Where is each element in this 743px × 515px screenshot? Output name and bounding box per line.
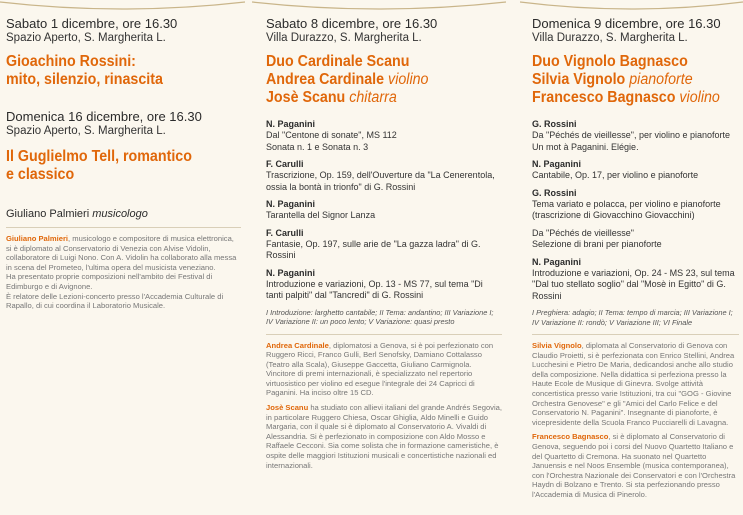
event-venue: Villa Durazzo, S. Margherita L. (532, 32, 688, 44)
program-item (532, 257, 739, 303)
ensemble-title: Duo Cardinale Scanu Andrea Cardinale violino Josè Scanu chitarra (266, 53, 429, 106)
composer-name: F. Carulli (266, 227, 304, 238)
program-item (532, 119, 739, 153)
event-title: Gioachino Rossini: mito, silenzio, rinascita (6, 53, 163, 88)
work-title: Tarantella del Signor Lanza (266, 210, 376, 220)
ensemble-title: Duo Vignolo Bagnasco Silvia Vignolo pianoforte Francesco Bagnasco violino (532, 53, 720, 106)
movements-list: I Introduzione: larghetto cantabile; II Tema: andantino; III Variazione I; IV Variazione II: un poco lento; V Variazione: quasi presto (266, 307, 494, 326)
program-item (532, 188, 739, 222)
speaker-line (6, 208, 241, 220)
speaker-name: Giuliano Palmieri (6, 208, 90, 220)
composer-name: G. Rossini (532, 187, 577, 198)
concert-program (532, 119, 739, 302)
composer-name: N. Paganini (266, 199, 316, 209)
program-item (532, 159, 739, 182)
program-item (266, 199, 502, 222)
work-title: Introduzione e variazioni, Op. 24 - MS 23, sul tema "Dal tuo stellato soglio" dal "Mosè in Egitto" di G. Rossini (532, 267, 735, 301)
program-item (266, 159, 502, 193)
decorative-arc (0, 0, 245, 14)
decorative-arc (520, 0, 743, 14)
program-item (266, 119, 502, 153)
column-duo-cardinale-scanu (252, 0, 506, 515)
column-duo-vignolo-bagnasco (520, 0, 743, 515)
event-title: Il Guglielmo Tell, romantico e classico (6, 148, 192, 183)
composer-name: N. Paganini (532, 159, 582, 169)
concert-program (266, 119, 502, 302)
composer-name: N. Paganini (266, 119, 316, 129)
work-title: Fantasie, Op. 197, sulle arie de "La gazza ladra" di G. Rossini (266, 238, 481, 260)
event-date: Domenica 9 dicembre, ore 16.30 (532, 16, 721, 31)
composer-name: F. Carulli (266, 159, 304, 169)
movements-list: I Preghiera: adagio; II Tema: tempo di marcia; III Variazione I; IV Variazione II: rondò; V Variazione III; VI Finale (532, 308, 733, 327)
program-item (266, 228, 502, 262)
program-item (266, 268, 502, 302)
composer-name: N. Paganini (532, 256, 582, 267)
work-title: Trascrizione, Op. 159, dell'Ouverture da "La Cenerentola, ossia la bontà in trionfo" di G. Rossini (266, 170, 495, 192)
program-item (532, 228, 739, 251)
speaker-role: musicologo (92, 208, 148, 220)
event-date: Sabato 1 dicembre, ore 16.30 (6, 16, 178, 31)
work-title: Tema variato e polacca, per violino e pianoforte (trascrizione di Giovacchino Giovacchini) (532, 198, 721, 220)
event-venue: Spazio Aperto, S. Margherita L. (6, 32, 166, 44)
work-title: Dal "Centone di sonate", MS 112 Sonata n. 1 e Sonata n. 3 (266, 130, 397, 152)
event-date: Sabato 8 dicembre, ore 16.30 (266, 16, 438, 31)
performer-bio: Silvia Vignolo, diplomata al Conservatorio di Genova con Claudio Proietti, si è perfezionata con Enrico Stellini, Andrea Lucchesini e Pietro De Maria, dedicandosi anche allo studio della composizione. Nella didattica si perfeziona presso la Haute Ecole de Musique di Ginevra. Svolge attività concertistica presso varie Istituzioni, tra cui "GOG - Giovine Orchestra Genovese" e gli "Amici del Carlo Felice e del Conservatorio N. Paganini". Insegnante di pianoforte, è vicepresidente della Scuola Franco Pucciarelli di Lavagna. (532, 341, 735, 427)
work-title: Cantabile, Op. 17, per violino e pianoforte (532, 170, 699, 180)
performer-bio: Francesco Bagnasco, si è diplomato al Conservatorio di Genova, seguendo poi i corsi del Nuovo Quartetto Italiano e del Quartetto di Cremona. Ha suonato nel Quartetto Januensis e nel Noos Ensemble (musica contemporanea), con l'Orchestra Nazionale dei Conservatori e con l'Orchestra Haydn di Bolzano e Trento. Si sta perfezionando presso l'Accademia di Musica di Pinerolo. (532, 432, 736, 499)
event-date: Domenica 16 dicembre, ore 16.30 (6, 109, 202, 124)
event-venue: Villa Durazzo, S. Margherita L. (266, 32, 422, 44)
work-title: Da "Péchés de vieillesse" Selezione di brani per pianoforte (532, 227, 662, 249)
performer-bio: Andrea Cardinale, diplomatosi a Genova, si è poi perfezionato con Ruggero Ricci, Franco Gulli, Berl Senofsky, Damiano Cottalasso (Teatro alla Scala), Giuseppe Gaccetta, Giuliano Carmignola. Vincitore di premi internazionali, è specializzato nel repertorio virtuosistico per violino ed esegue l'integrale dei 24 Capricci di Paganini. Ha inciso oltre 15 CD. (266, 340, 494, 398)
speaker-bio: Giuliano Palmieri, musicologo e compositore di musica elettronica, si è diplomato al Conservatorio di Venezia con Alvise Vidolin, collaboratore di Luigi Nono. Con A. Vidolin ha collaborato alla messa in scena del Prometeo, l'ultima opera del musicista veneziano. Ha presentato proprie composizioni nell'ambito dei Festival di Edimburgo e di Avignone. È relatore delle Lezioni-concerto presso l'Accademia Culturale di Rapallo, di cui coordina il Laboratorio Musicale. (6, 234, 237, 311)
composer-name: G. Rossini (532, 119, 577, 129)
work-title: Da "Péchés de vieillesse", per violino e pianoforte Un mot à Paganini. Elégie. (532, 130, 730, 152)
decorative-arc (252, 0, 506, 14)
column-rossini-lectures (0, 0, 245, 515)
work-title: Introduzione e variazioni, Op. 13 - MS 77, sul tema "Di tanti palpiti" dal "Tancredi" di G. Rossini (266, 278, 483, 300)
composer-name: N. Paganini (266, 267, 316, 278)
event-venue: Spazio Aperto, S. Margherita L. (6, 125, 166, 137)
performer-bio: Josè Scanu ha studiato con allievi italiani del grande Andrés Segovia, in particolare Ruggero Chiesa, Oscar Ghiglia, Aldo Minelli e Guido Margaria, con il quale si è diplomato al Conservatorio A. Vivaldi di Alessandria. Si è perfezionato in composizione con Aldo Mosso e Raffaele Cecconi. Sia come solista che in formazione cameristiche, è ospite delle maggiori Istituzioni musicali e concertistiche nazionali ed internazionali. (266, 403, 502, 470)
